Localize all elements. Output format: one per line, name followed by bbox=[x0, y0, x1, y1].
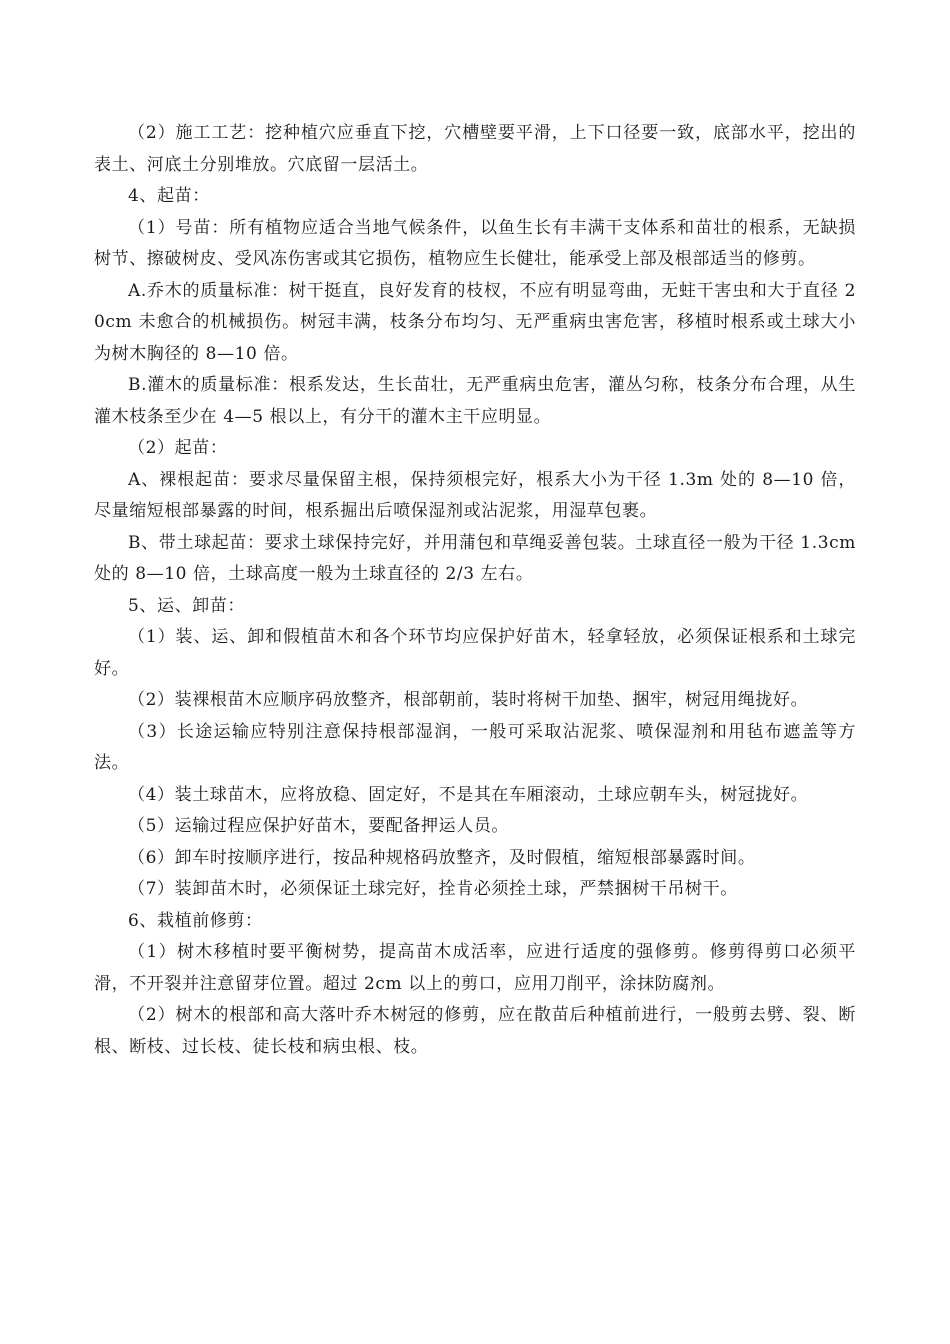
paragraph-transport-1: （1）装、运、卸和假植苗木和各个环节均应保护好苗木，轻拿轻放，必须保证根系和土球完好。 bbox=[94, 627, 856, 679]
paragraph-transport-5: （5）运输过程应保护好苗木，要配备押运人员。 bbox=[128, 816, 510, 836]
heading-seedling-lifting: 4、起苗： bbox=[128, 186, 210, 206]
paragraph-bare-root-lifting: A、裸根起苗：要求尽量保留主根，保持须根完好，根系大小为干径 1.3m 处的 8—10 倍，尽量缩短根部暴露的时间，根系掘出后喷保湿剂或沾泥浆，用湿草包裹。 bbox=[94, 469, 856, 521]
paragraph-construction-process: （2）施工工艺：挖种植穴应垂直下挖，穴槽壁要平滑，上下口径要一致，底部水平，挖出的表土、河底土分别堆放。穴底留一层活土。 bbox=[94, 123, 856, 175]
paragraph-transport-7: （7）装卸苗木时，必须保证土球完好，拴肯必须拴土球，严禁捆树干吊树干。 bbox=[128, 879, 738, 899]
paragraph-soil-ball-lifting: B、带土球起苗：要求土球保持完好，并用蒲包和草绳妥善包装。土球直径一般为干径 1.3cm处的 8—10 倍，土球高度一般为土球直径的 2/3 左右。 bbox=[94, 532, 856, 584]
paragraph-transport-3: （3）长途运输应特别注意保持根部湿润，一般可采取沾泥浆、喷保湿剂和用毡布遮盖等方法。 bbox=[94, 721, 856, 773]
paragraph-transport-6: （6）卸车时按顺序进行，按品种规格码放整齐，及时假植，缩短根部暴露时间。 bbox=[128, 847, 756, 868]
paragraph-pruning-2: （2）树木的根部和高大落叶乔木树冠的修剪，应在散苗后种植前进行，一般剪去劈、裂、断根、断枝、过长枝、徒长枝和病虫根、枝。 bbox=[94, 1005, 856, 1057]
heading-pre-planting-pruning: 6、栽植前修剪： bbox=[128, 910, 263, 931]
paragraph-transport-2: （2）装裸根苗木应顺序码放整齐，根部朝前，装时将树干加垫、捆牢，树冠用绳拢好。 bbox=[128, 690, 809, 710]
paragraph-seedling-marking: （1）号苗：所有植物应适合当地气候条件，以鱼生长有丰满干支体系和苗壮的根系，无缺损树节、擦破树皮、受风冻伤害或其它损伤，植物应生长健壮，能承受上部及根部适当的修剪。 bbox=[94, 217, 856, 269]
paragraph-shrub-quality-standard: B.灌木的质量标准：根系发达，生长苗壮，无严重病虫危害，灌丛匀称，枝条分布合理，从生灌木枝条至少在 4—5 根以上，有分干的灌木主干应明显。 bbox=[94, 375, 856, 427]
heading-lifting: （2）起苗： bbox=[128, 438, 228, 458]
paragraph-pruning-1: （1）树木移植时要平衡树势，提高苗木成活率，应进行适度的强修剪。修剪得剪口必须平滑，不开裂并注意留芽位置。超过 2cm 以上的剪口，应用刀削平，涂抹防腐剂。 bbox=[94, 942, 856, 994]
paragraph-transport-4: （4）装土球苗木，应将放稳、固定好，不是其在车厢滚动，土球应朝车头，树冠拢好。 bbox=[128, 784, 809, 805]
document-page bbox=[94, 118, 856, 1063]
paragraph-tree-quality-standard: A.乔木的质量标准：树干挺直，良好发育的枝杈，不应有明显弯曲，无蛀干害虫和大于直径 20cm 未愈合的机械损伤。树冠丰满，枝条分布均匀、无严重病虫害危害，移植时根系或土球大小为树木胸径的 8—10 倍。 bbox=[94, 280, 856, 364]
heading-transport-unloading: 5、运、卸苗： bbox=[128, 595, 246, 616]
